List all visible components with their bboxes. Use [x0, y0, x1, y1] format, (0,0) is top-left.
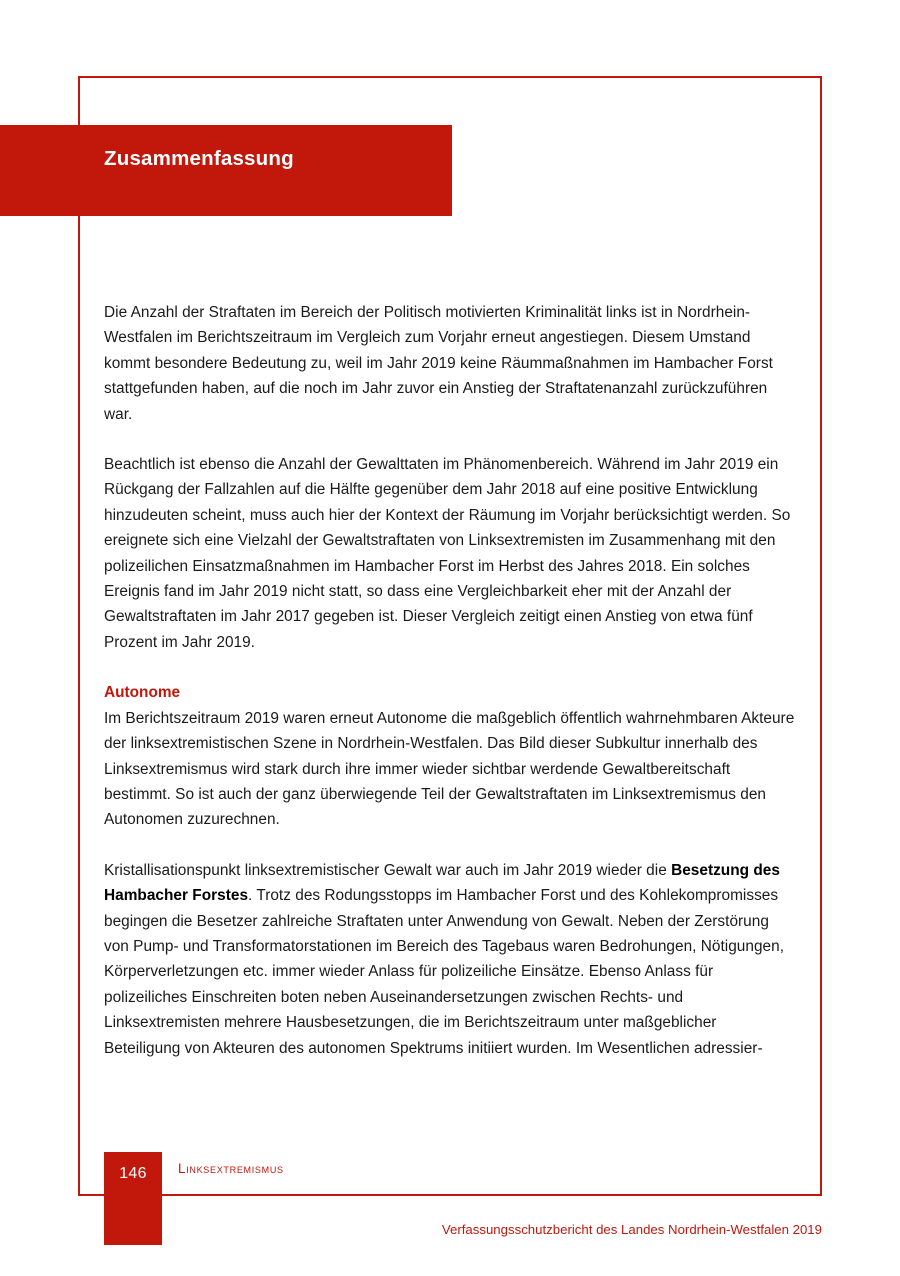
chapter-banner	[0, 125, 452, 216]
paragraph-autonome: Im Berichtszeitraum 2019 waren erneut Autonome die maßgeblich öffentlich wahrnehmbaren Akteure der linksextremistischen Szene in Nordrhein-Westfalen. Das Bild dieser Subkultur innerhalb des Linksextremismus wird stark durch ihre immer wieder sichtbar werdende Gewaltbereitschaft bestimmt. So ist auch der ganz überwiegende Teil der Gewaltstraftaten im Linksextremismus den Autonomen zuzurechnen.	[104, 709, 795, 829]
page-number-badge	[104, 1152, 162, 1245]
body-content	[104, 300, 796, 1061]
paragraph-violent-crimes: Beachtlich ist ebenso die Anzahl der Gewalttaten im Phänomenbereich. Während im Jahr 2019 ein Rückgang der Fallzahlen auf die Hälfte gegenüber dem Jahr 2018 auf eine positive Entwicklung hinzudeuten scheint, muss auch hier der Kontext der Räumung im Vorjahr berücksichtigt werden. So ereignete sich eine Vielzahl der Gewaltstraftaten von Linksextremisten im Zusammenhang mit den polizeilichen Einsatzmaßnahmen im Hambacher Forst im Herbst des Jahres 2018. Ein solches Ereignis fand im Jahr 2019 nicht statt, so dass eine Vergleichbarkeit eher mit der Anzahl der Gewaltstraftaten im Jahr 2017 gegeben ist. Dieser Vergleich zeitigt einen Anstieg von etwa fünf Prozent im Jahr 2019.	[104, 456, 791, 651]
paragraph-lead-text: Kristallisationspunkt linksextremistischer Gewalt war auch im Jahr 2019 wieder die	[104, 861, 672, 879]
paragraph-intro: Die Anzahl der Straftaten im Bereich der Politisch motivierten Kriminalität links ist in Nordrhein-Westfalen im Berichtszeitraum im Vergleich zum Vorjahr erneut angestiegen. Diesem Umstand kommt besondere Bedeutung zu, weil im Jahr 2019 keine Räummaßnahmen im Hambacher Forst stattgefunden haben, auf die noch im Jahr zuvor ein Anstieg der Straftatenanzahl zurückzuführen war.	[104, 304, 773, 423]
paragraph-hambacher-forst	[104, 858, 796, 1061]
page-title: Zusammenfassung	[104, 147, 294, 170]
running-head-label: Linksextremismus	[178, 1161, 284, 1176]
section-heading-autonome: Autonome	[104, 684, 181, 702]
paragraph-rest-text: . Trotz des Rodungsstopps im Hambacher Forst und des Kohlekompromisses begingen die Besetzer zahlreiche Straftaten unter Anwendung von Gewalt. Neben der Zerstörung von Pump- und Transformatorstationen im Bereich des Tagebaus waren Bedrohungen, Nötigungen, Körperverletzungen etc. immer wieder Anlass für polizeiliche Einsätze. Ebenso Anlass für polizeiliches Einschreiten boten neben Auseinandersetzungen zwischen Rechts- und Linksextremisten mehrere Hausbesetzungen, die im Berichtszeitraum unter maßgeblicher Beteiligung von Akteuren des autonomen Spektrums initiiert wurden. Im Wesentlichen adressier-	[104, 887, 784, 1057]
page-number-label: 146	[119, 1165, 147, 1182]
footer-report-title: Verfassungsschutzbericht des Landes Nordrhein-Westfalen 2019	[441, 1222, 822, 1237]
emphasis-besetzung-hambacher-forstes: Besetzung des Hambacher Forstes	[104, 861, 780, 905]
